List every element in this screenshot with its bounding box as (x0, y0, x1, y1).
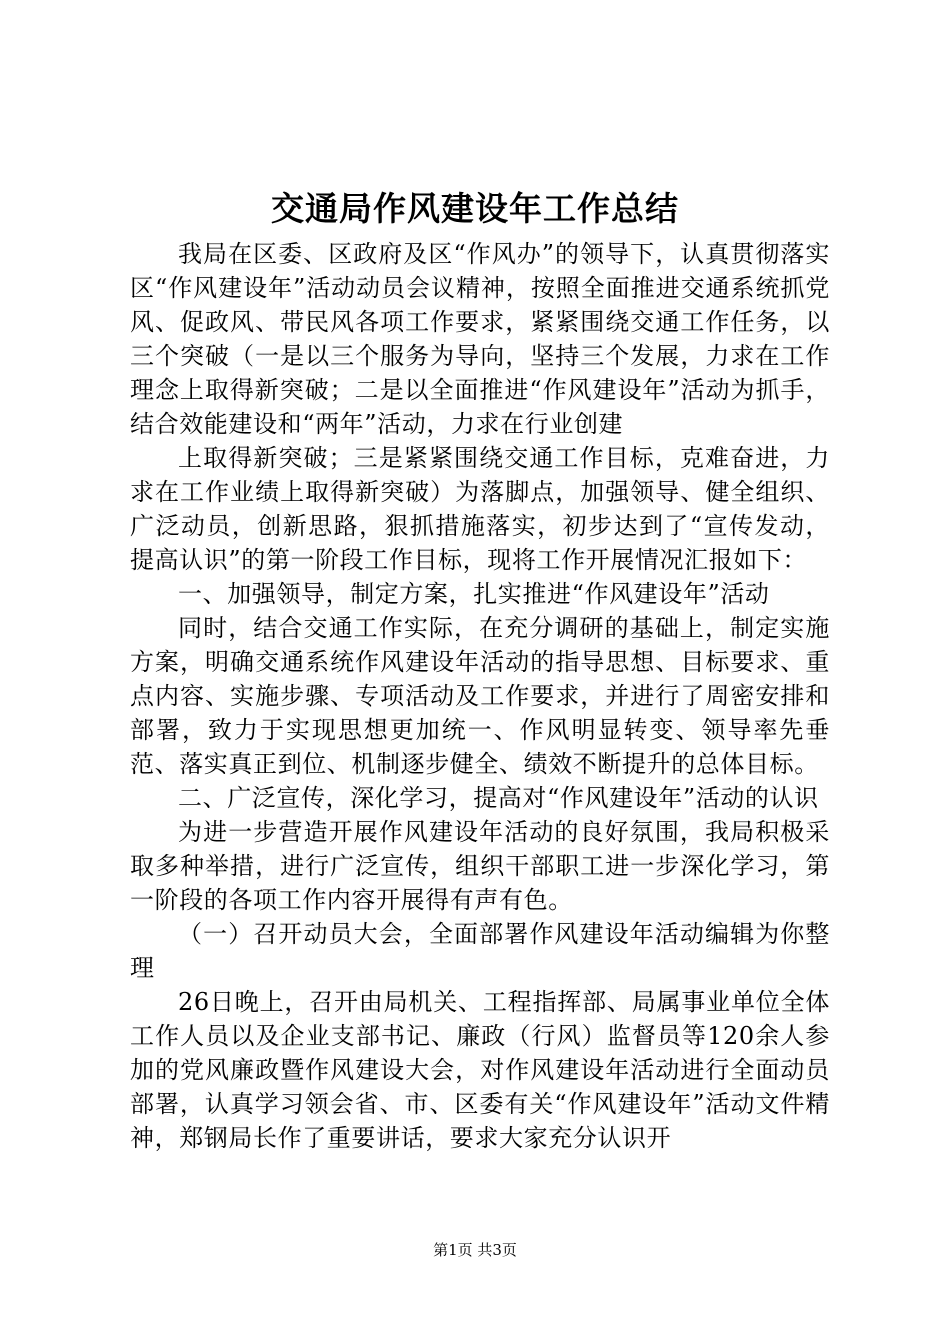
section-heading: 二、广泛宣传，深化学习，提高对“作风建设年”活动的认识 (178, 784, 819, 812)
paragraph: 上取得新突破；三是紧紧围绕交通工作目标，克难奋进，力求在工作业绩上取得新突破）为落脚点，加强领导、健全组织、广泛动员，创新思路，狠抓措施落实，初步达到了“宣传发动，提高认识”的第一阶段工作目标，现将工作开展情况汇报如下： (130, 444, 830, 574)
section-heading: 一、加强领导，制定方案，扎实推进“作风建设年”活动 (178, 580, 770, 608)
paragraph: 26日晚上，召开由局机关、工程指挥部、局属事业单位全体工作人员以及企业支部书记、廉政（行风）监督员等120余人参加的党风廉政暨作风建设大会，对作风建设年活动进行全面动员部署，认真学习领会省、市、区委有关“作风建设年”活动文件精神，郑钢局长作了重要讲话，要求大家充分认识开 (130, 988, 830, 1152)
subsection-heading: （一）召开动员大会，全面部署作风建设年活动编辑为你整理 (130, 920, 830, 982)
document-body (130, 237, 830, 1155)
paragraph: 同时，结合交通工作实际，在充分调研的基础上，制定实施方案，明确交通系统作风建设年活动的指导思想、目标要求、重点内容、实施步骤、专项活动及工作要求，并进行了周密安排和部署，致力于实现思想更加统一、作风明显转变、领导率先垂范、落实真正到位、机制逐步健全、绩效不断提升的总体目标。 (130, 614, 830, 778)
paragraph: 我局在区委、区政府及区“作风办”的领导下，认真贯彻落实区“作风建设年”活动动员会议精神，按照全面推进交通系统抓党风、促政风、带民风各项工作要求，紧紧围绕交通工作任务，以三个突破（一是以三个服务为导向，坚持三个发展，力求在工作理念上取得新突破；二是以全面推进“作风建设年”活动为抓手，结合效能建设和“两年”活动，力求在行业创建 (130, 240, 830, 438)
document-title: 交通局作风建设年工作总结 (271, 189, 679, 228)
paragraph: 为进一步营造开展作风建设年活动的良好氛围，我局积极采取多种举措，进行广泛宣传，组织干部职工进一步深化学习，第一阶段的各项工作内容开展得有声有色。 (130, 818, 830, 914)
page-number: 第1页 共3页 (433, 1241, 517, 1259)
